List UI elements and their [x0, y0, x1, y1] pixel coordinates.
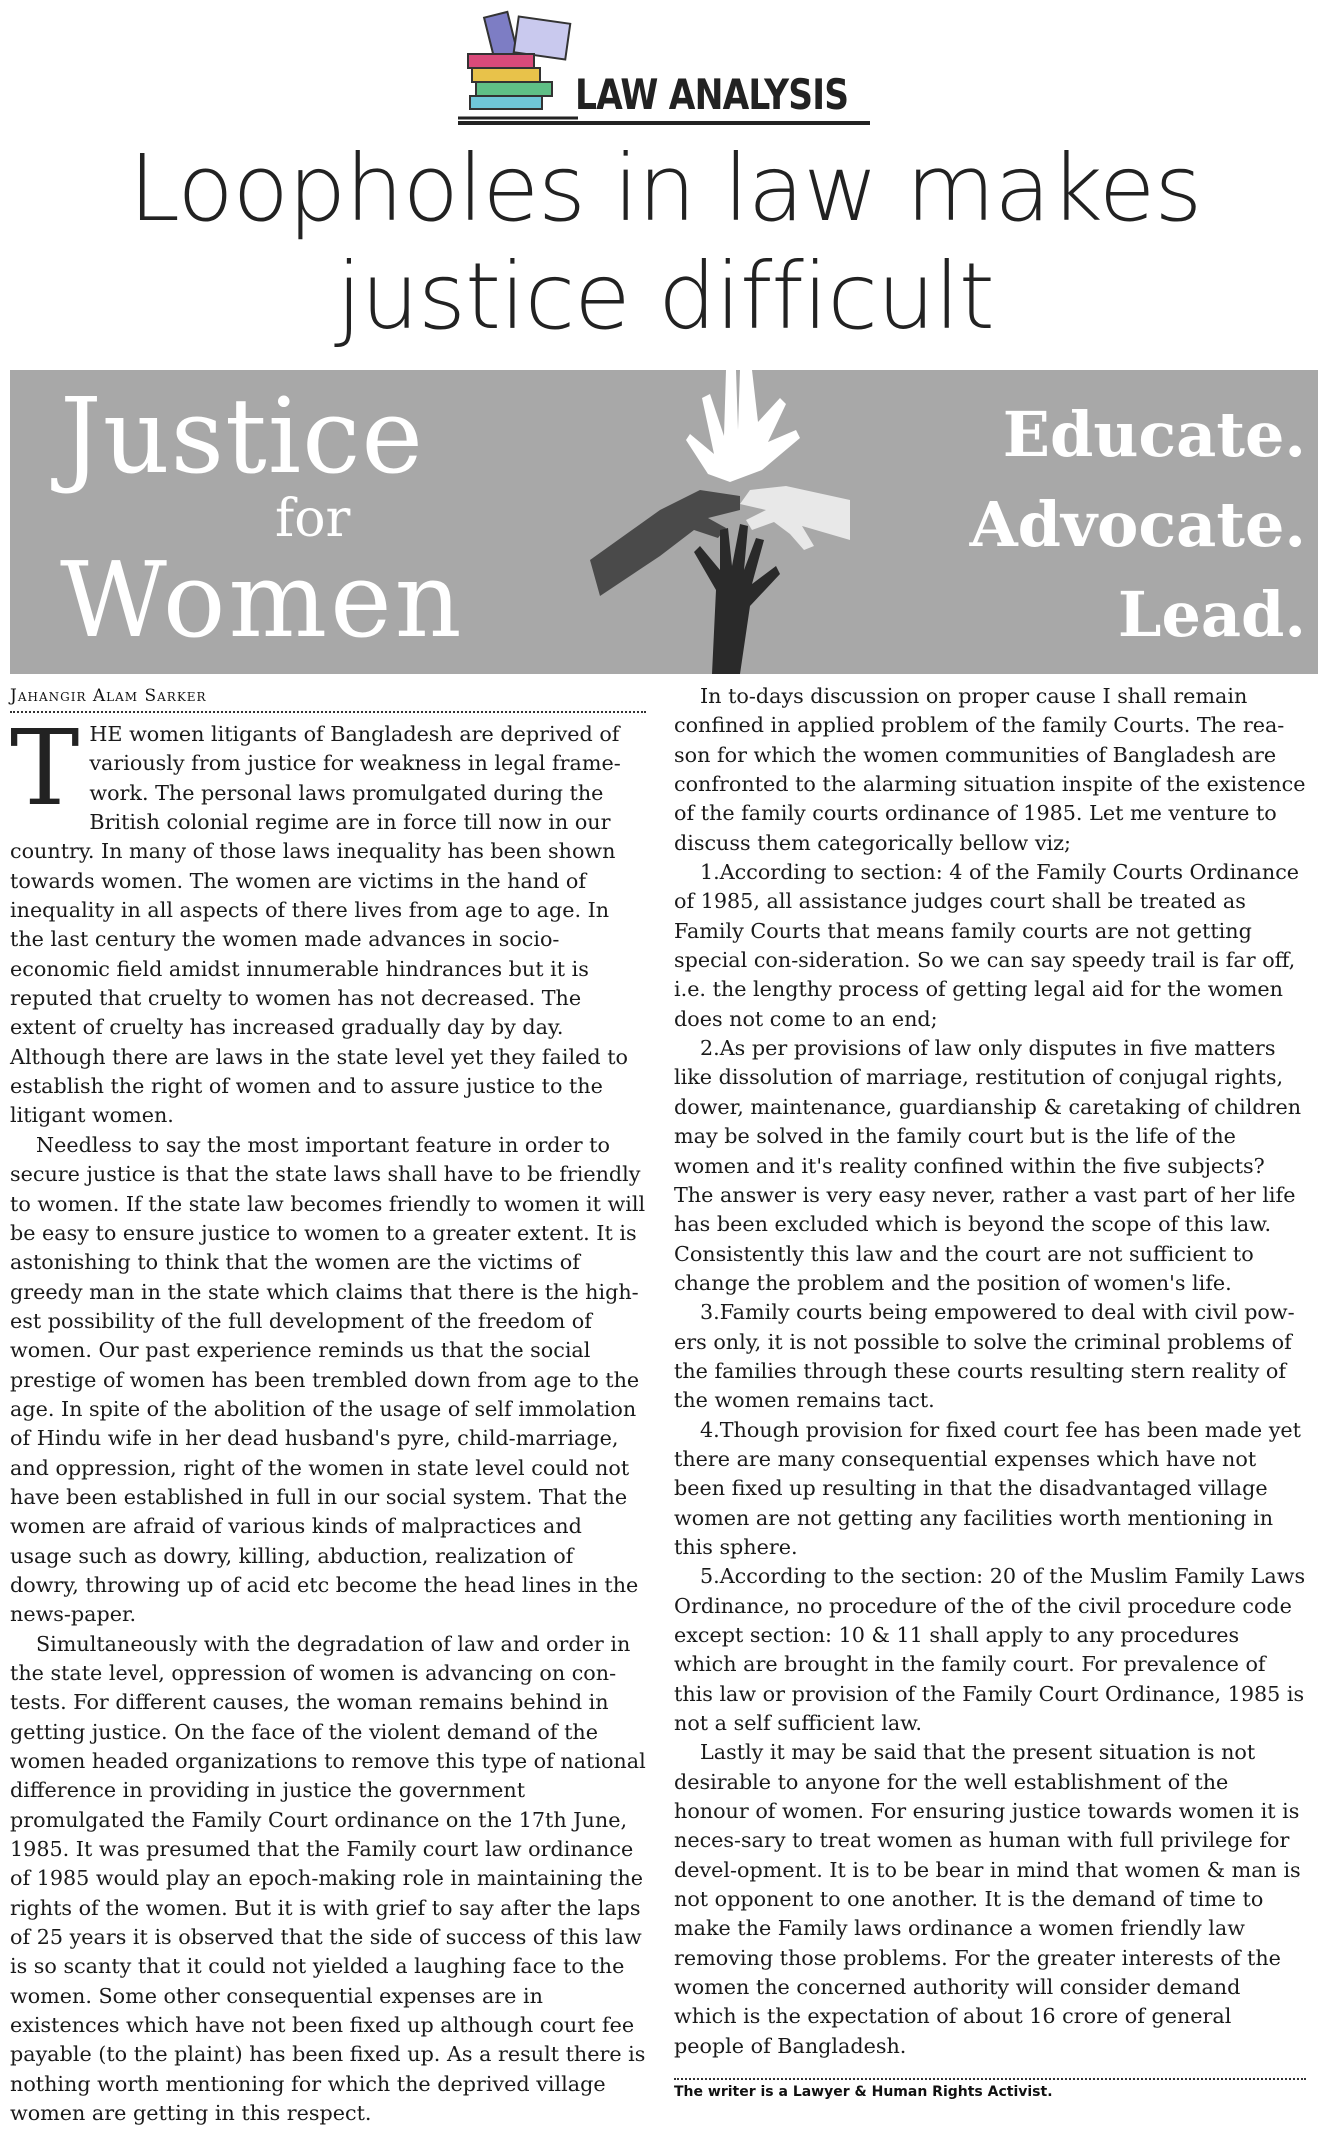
banner-slogan-line-3: Lead. [1117, 578, 1306, 651]
article-column-left [10, 707, 646, 2129]
article-paragraph: Simultaneously with the degradation of law and order in the state level, oppression of women is advancing on con-tests. For different causes, the woman remains behind in getting justice. On the face of the violent demand of the women headed organizations to remove this type of national difference in providing in justice the government promulgated the Family Court ordinance on the 17th June, 1985. It was presumed that the Family court law ordinance of 1985 would play an epoch-making role in maintaining the rights of the women. But it is with grief to say after the laps of 25 years it is observed that the side of success of this law is so scanty that it could not yielded a laughing face to the women. Some other consequential expenses are in existences which have not been fixed up although court fee payable (to the plaint) has been fixed up. As a result there is nothing worth mentioning for which the deprived village women are getting in this respect. [10, 1631, 646, 2126]
banner-image [10, 370, 1318, 674]
page-header [0, 0, 1330, 360]
banner-slogan [970, 390, 1306, 660]
article-paragraph: 5.According to the section: 20 of the Muslim Family Laws Ordinance, no procedure of the of the civil procedure code except section: 10 & 11 shall apply to any procedures which are brought in the family court. For prevalence of this law or provision of the Family Court Ordinance, 1985 is not a self sufficient law. [674, 1564, 1306, 1736]
byline-divider [10, 711, 646, 713]
banner-slogan-line-1: Educate. [1002, 398, 1306, 471]
article-column-right [674, 682, 1306, 2061]
article-paragraph: Needless to say the most important feature in order to secure justice is that the state laws shall have to be friendly to women. If the state law becomes friendly to women it will be easy to ensure justice to women to a greater extent. It is astonishing to think that the women are the victims of greedy man in the state which claims that there is the high-est possibility of the full development of the freedom of women. Our past experience reminds us that the social prestige of women has been trembled down from age to the age. In spite of the abolition of the usage of self immolation of Hindu wife in her dead husband's pyre, child-marriage, and oppression, right of the women in state level could not have been established in full in our social system. That the women are afraid of various kinds of malpractices and usage such as dowry, killing, abduction, realization of dowry, throwing up of acid etc become the head lines in the news-paper. [10, 1132, 646, 1627]
banner-title [60, 375, 465, 661]
author-note: The writer is a Lawyer & Human Rights Activist. [674, 2084, 1053, 2100]
banner-slogan-line-2: Advocate. [969, 488, 1306, 561]
article-paragraph: 2.As per provisions of law only disputes in five matters like dissolution of marriage, restitution of conjugal rights, dower, maintenance, guardianship & caretaking of children may be solved in the family court but is the life of the women and it's reality confined within the five subjects? The answer is very easy never, rather a vast part of her life has been excluded which is beyond the scope of this law. Consistently this law and the court are not sufficient to change the problem and the position of women's life. [674, 1036, 1302, 1295]
article-headline [0, 135, 1330, 351]
article-paragraph: In to-days discussion on proper cause I shall remain confined in applied problem of the family Courts. The rea-son for which the women communities of Bangladesh are confronted to the alarming situation inspite of the existence of the family courts ordinance of 1985. Let me venture to discuss them categorically bellow viz; [674, 684, 1306, 855]
reaching-hands-icon [590, 370, 850, 674]
banner-for-text: for [275, 489, 351, 549]
banner-justice-text: Justice [60, 375, 424, 497]
banner-women-text: Women [60, 539, 465, 661]
drop-cap: T [10, 707, 80, 829]
books-icon [458, 10, 578, 120]
article-paragraph: Lastly it may be said that the present situation is not desirable to anyone for the well establishment of the honour of women. For ensuring justice towards women it is neces-sary to treat women as human with full privilege for devel-opment. It is to be bear in mind that women & man is not opponent to one another. It is the demand of time to make the Family laws ordinance a women friendly law removing those problems. For the greater interests of the women the concerned authority will consider demand which is the expectation of about 16 crore of general people of Bangladesh. [674, 1740, 1301, 2058]
article-paragraph: 4.Though provision for fixed court fee has been made yet there are many consequential expenses which have not been fixed up resulting in that the disadvantaged village women are not getting any facilities worth mentioning in this sphere. [674, 1417, 1301, 1559]
footer-divider [674, 2078, 1306, 2080]
section-divider [458, 121, 870, 125]
article-paragraph: THE women litigants of Bangladesh are deprived of variously from justice for weakness in legal frame-work. The personal laws promulgated during the British colonial regime are in force till now in our country. In many of those laws inequality has been shown towards women. The women are victims in the hand of inequality in all aspects of there lives from age to age. In the last century the women made advances in socio-economic field amidst innumerable hindrances but it is reputed that cruelty to women has not decreased. The extent of cruelty has increased gradually day by day. Although there are laws in the state level yet they failed to establish the right of women and to assure justice to the litigant women. [10, 707, 628, 1128]
article-paragraph: 3.Family courts being empowered to deal with civil pow-ers only, it is not possible to solve the criminal problems of the families through these courts resulting stern reality of the women remains tact. [674, 1300, 1295, 1413]
section-label: LAW ANALYSIS [575, 70, 849, 119]
author-byline: Jahangir Alam Sarker [10, 686, 207, 706]
headline-line-1: Loopholes in law makes [128, 135, 1202, 242]
headline-line-2: justice difficult [336, 243, 994, 350]
article-paragraph: 1.According to section: 4 of the Family Courts Ordinance of 1985, all assistance judges court shall be treated as Family Courts that means family courts are not getting special con-sideration. So we can say speedy trail is far off, i.e. the lengthy process of getting legal aid for the women does not come to an end; [674, 860, 1300, 1031]
